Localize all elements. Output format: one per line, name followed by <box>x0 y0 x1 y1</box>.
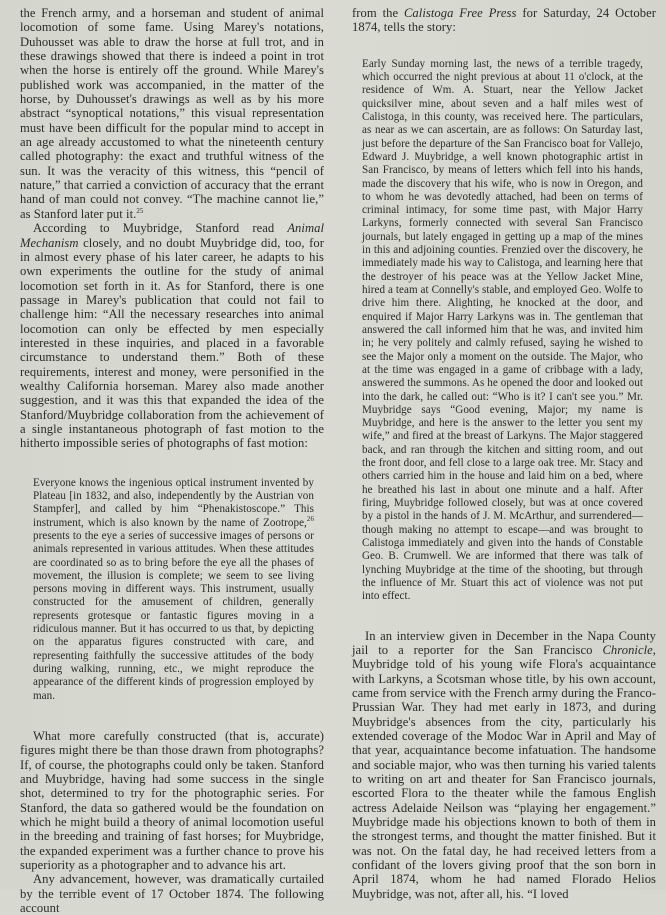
paragraph-text: for Saturday, 24 October 1874, tells the story: <box>352 6 656 35</box>
newspaper-title-italic: Calistoga Free Press <box>403 6 517 20</box>
footnote-marker: 25 <box>136 206 144 215</box>
paragraph-animal-mechanism <box>20 221 324 451</box>
right-column <box>352 6 656 901</box>
paragraph-text: closely, and no doubt Muybridge did, too, for in almost every phase of his later career, he adapts to his own experiments the outline for the study of animal locomotion set forth in it. As for Stanford, there is one passage in Marey's publication that could not fail to challenge him: “All the necessary researches into animal locomotion can only be effected by men especially interested in these inquiries, and placed in a favorable circumstance to understand them.” Both of these requirements, interest and money, were personified in the wealthy California horseman. Marey also made another suggestion, and it was this that expanded the idea of the Stanford/Muybridge collaboration from the achievement of a single instantaneous photograph of fast motion to the hitherto impossible series of photographs of fast motion: <box>20 235 324 451</box>
paragraph-text: , Muybridge told of his young wife Flora's acquaintance with Larkyns, a Scotsman whose title, by his own account, came from service with the French army during the Franco-Prussian War. They had met early in 1873, and during Muybridge's absences from the city, particularly his extended coverage of the Modoc War in April and May of that year, acquaintance become infatuation. The handsome and sociable major, who was then turning his varied talents to writing on art and theater for San Francisco journals, escorted Flora to the theater while the famous English actress Adelaide Neilson was “playing her engagement.” Muybridge made his objections known to both of them in the strongest terms, and thought the matter finished. But it was not. On the fatal day, he had received letters from a confidant of the lovers giving proof that the son born in April 1874, whom he had named Florado Helios Muybridge, was not, after all, his. “I loved <box>352 642 656 901</box>
paragraph-text: In an interview given in December in the Napa County jail to a reporter for the San Francisco <box>352 628 656 657</box>
footnote-marker: 26 <box>306 514 314 523</box>
paragraph-photographs: What more carefully constructed (that is, accurate) figures might there be than those drawn from photographs? If, of course, the photographs could only be taken. Stanford and Muybridge, having had some success in the single shot, determined to try for the photographic series. For Stanford, the data so gathered would be the foundation on which he might build a theory of animal locomotion useful in the breeding and training of fast horses; for Muybridge, the expanded experiment was a further chance to prove his superiority as a photographer and to advance his art. <box>20 728 324 873</box>
block-quote-newspaper-account: Early Sunday morning last, the news of a terrible tragedy, which occurred the night previous at about 11 o'clock, at the residence of Wm. A. Stuart, near the Yellow Jacket quicksilver mine, about seven and a half miles west of Calistoga, in this county, was received here. The particulars, as near as we can ascertain, are as follows: On Saturday last, just before the departure of the San Francisco boat for Vallejo, Edward J. Muybridge, a well known photographic artist in San Francisco, by means of letters which fell into his hands, made the discovery that his wife, who is now in Oregon, and to whom he was devotedly attached, had been on terms of criminal intimacy, for some time past, with Major Harry Larkyns, formerly connected with several San Francisco journals, but lately engaged in getting up a map of the mines in this and adjoining counties. Frenzied over the discovery, he immediately made his way to Calistoga, and learning here that the destroyer of his peace was at the Yellow Jacket Mine, hired a team at Connelly's stable, and employed Geo. Wolfe to drive him there. Alighting, he knocked at the door, and enquired if Major Harry Larkyns was in. The gentleman that answered the call informed him that he was, and invited him in; he very politely and calmly refused, saying he wished to see the Major only a moment on the outside. The Major, who at the time was engaged in a game of cribbage with a lady, answered the summons. As he opened the door and looked out into the dark, he called out: “Who is it? I can't see you.” Mr. Muybridge says “Good evening, Major; my name is Muybridge, and here is the answer to the letter you sent my wife,” and fired at the breast of Larkyns. The Major staggered back, and ran through the kitchen and sitting room, and out the front door, and fell close to a large oak tree. Mr. Stacy and others carried him in the house and laid him on a bed, where he breathed his last in about one minute and a half. After firing, Muybridge followed closely, but was at once covered by a pistol in the hands of J. M. McArthur, and surrendered—though making no attempt to escape—and was brought to Calistoga immediately and given into the hands of Constable Geo. B. Crumwell. We are informed that there was talk of lynching Muybridge at the time of the shooting, but through the influence of Mr. Stuart this act of violence was not put into effect. <box>362 57 643 603</box>
paragraph-text: from the <box>352 6 404 20</box>
quote-text: presents to the eye a series of successive images of persons or animals represented in various attitudes. When these attitudes are coordinated so as to bring before the eye all the phases of movement, the illusion is complete; we seem to see living persons moving in different ways. This instrument, usually constructed for the amusement of children, generally represents grotesque or fantastic figures moving in a ridiculous manner. But it has occurred to us that, by depicting on the apparatus figures constructed with care, and representing faithfully the successive attitudes of the body during walking, running, etc., we might reproduce the appearance of the different kinds of progression employed by man. <box>33 529 314 702</box>
paragraph-text: According to Muybridge, Stanford read <box>33 221 288 236</box>
paragraph-chronicle-interview <box>352 629 656 902</box>
block-quote-zootrope <box>33 477 314 703</box>
paragraph-text: the French army, and a horseman and student of animal locomotion of some fame. Using Marey's notations, Duhousset was able to draw the horse at full trot, and in these drawings showed that there is indeed a point in trot when the horse is entirely off the ground. While Marey's published work was accompanied, in the matter of the horse, by Duhousset's drawings as well as by his more abstract “synoptical notations,” this visual representation must have been difficult for the popular mind to accept in an age already accustomed to what the nineteenth century called photography: the exact and truthful witness of the sun. It was the veracity of this witness, this “pencil of nature,” that carried a conviction of accuracy that the errant hand of man could not convey. “The machine cannot lie,” as Stanford later put it. <box>20 6 324 221</box>
quote-text: Everyone knows the ingenious optical instrument invented by Plateau [in 1832, and also, independently by the Austrian von Stampfer], and called by him “Phenakistoscope.” This instrument, which is also known by the name of Zootrope, <box>33 476 314 529</box>
paragraph-calistoga-intro <box>352 6 656 35</box>
book-title-italic: Animal Mechanism <box>20 221 324 250</box>
newspaper-title-italic: Chronicle <box>602 642 653 657</box>
paragraph-advancement: Any advancement, however, was dramatically curtailed by the terrible event of 17 October 1874. The following account <box>20 872 324 915</box>
left-column <box>20 6 324 915</box>
paragraph-duhousset <box>20 6 324 221</box>
